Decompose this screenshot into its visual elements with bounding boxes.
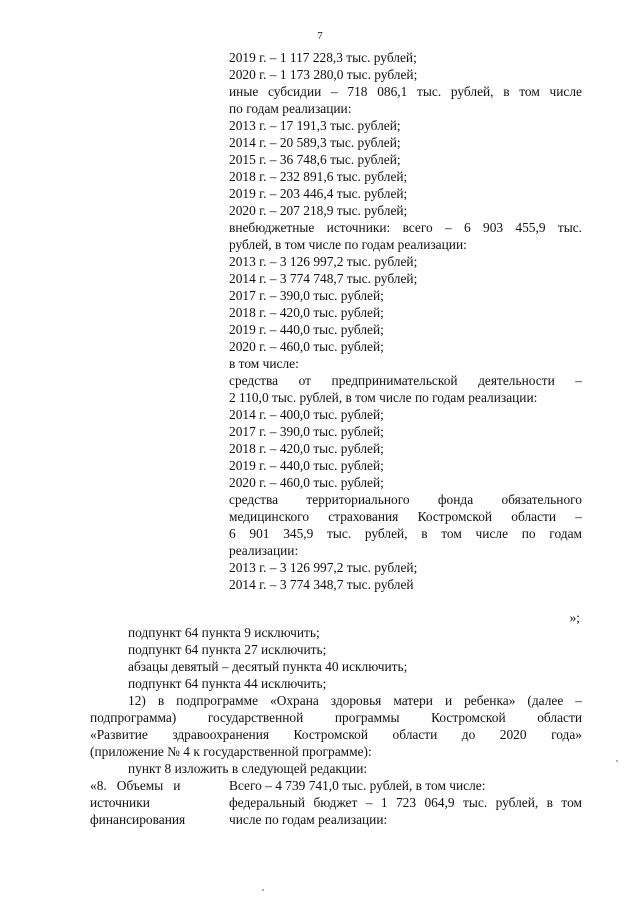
table-cell-value: числе по годам реализации: [229, 812, 388, 827]
text-line: иные субсидии – 718 086,1 тыс. рублей, в том числе [229, 84, 582, 99]
paragraph-line: пункт 8 изложить в следующей редакции: [128, 761, 368, 776]
text-line: 2013 г. – 17 191,3 тыс. рублей; [229, 118, 401, 133]
closing-quote: »; [569, 610, 580, 625]
table-cell-value: федеральный бюджет – 1 723 064,9 тыс. рублей, в том [229, 795, 582, 810]
scan-speck [616, 760, 618, 762]
table-row [90, 794, 582, 811]
table-cell-label: финансирования [90, 812, 186, 827]
text-line: 2015 г. – 36 748,6 тыс. рублей; [229, 152, 401, 167]
table-cell-label: «8. Объемы и [90, 778, 181, 793]
text-line: 2018 г. – 232 891,6 тыс. рублей; [229, 169, 408, 184]
paragraph-line: подпункт 64 пункта 44 исключить; [128, 676, 327, 691]
text-line: 2014 г. – 3 774 748,7 тыс. рублей; [229, 271, 418, 286]
text-line: 2017 г. – 390,0 тыс. рублей; [229, 424, 384, 439]
text-line: 2013 г. – 3 126 997,2 тыс. рублей; [229, 560, 418, 575]
text-line: 2 110,0 тыс. рублей, в том числе по годам реализации: [229, 390, 538, 405]
text-line: 2020 г. – 1 173 280,0 тыс. рублей; [229, 67, 418, 82]
paragraph-line: (приложение № 4 к государственной программе): [90, 744, 372, 759]
text-line: 2017 г. – 390,0 тыс. рублей; [229, 288, 384, 303]
text-line: 2020 г. – 460,0 тыс. рублей; [229, 475, 384, 490]
financing-table [90, 777, 582, 828]
text-line: 2019 г. – 1 117 228,3 тыс. рублей; [229, 50, 417, 65]
table-cell-label: источники [90, 795, 150, 810]
page-number: 7 [317, 30, 323, 42]
paragraph-line: подпункт 64 пункта 27 исключить; [128, 642, 327, 657]
text-line: 2014 г. – 400,0 тыс. рублей; [229, 407, 384, 422]
text-line: рублей, в том числе по годам реализации: [229, 237, 467, 252]
text-line: 2020 г. – 207 218,9 тыс. рублей; [229, 203, 408, 218]
text-line: 2019 г. – 440,0 тыс. рублей; [229, 322, 384, 337]
paragraph-line: «Развитие здравоохранения Костромской области до 2020 года» [90, 727, 582, 742]
text-line: медицинского страхования Костромской области – [229, 509, 582, 524]
text-line: 2019 г. – 203 446,4 тыс. рублей; [229, 186, 408, 201]
text-line: внебюджетные источники: всего – 6 903 455,9 тыс. [229, 220, 582, 235]
table-row [90, 777, 582, 794]
text-line: 6 901 345,9 тыс. рублей, в том числе по годам [229, 526, 582, 541]
text-line: в том числе: [229, 356, 299, 371]
paragraph-line: абзацы девятый – десятый пункта 40 исключить; [128, 659, 408, 674]
text-line: средства территориального фонда обязательного [229, 492, 582, 507]
text-line: 2018 г. – 420,0 тыс. рублей; [229, 441, 384, 456]
text-line: средства от предпринимательской деятельности – [229, 373, 582, 388]
text-line: 2019 г. – 440,0 тыс. рублей; [229, 458, 384, 473]
paragraph-line: 12) в подпрограмме «Охрана здоровья матери и ребенка» (далее – [128, 693, 582, 708]
paragraph-line: подпрограмма) государственной программы Костромской области [90, 710, 582, 725]
text-line: 2018 г. – 420,0 тыс. рублей; [229, 305, 384, 320]
text-line: реализации: [229, 543, 299, 558]
table-row [90, 811, 582, 828]
text-line: 2014 г. – 3 774 348,7 тыс. рублей [229, 577, 414, 592]
text-line: 2014 г. – 20 589,3 тыс. рублей; [229, 135, 401, 150]
text-line: 2013 г. – 3 126 997,2 тыс. рублей; [229, 254, 418, 269]
text-line: по годам реализации: [229, 101, 352, 116]
amendment-text [90, 624, 582, 777]
scan-speck [262, 889, 264, 891]
financing-details-block [229, 49, 582, 593]
table-cell-value: Всего – 4 739 741,0 тыс. рублей, в том числе: [229, 778, 486, 793]
paragraph-line: подпункт 64 пункта 9 исключить; [128, 625, 320, 640]
text-line: 2020 г. – 460,0 тыс. рублей; [229, 339, 384, 354]
